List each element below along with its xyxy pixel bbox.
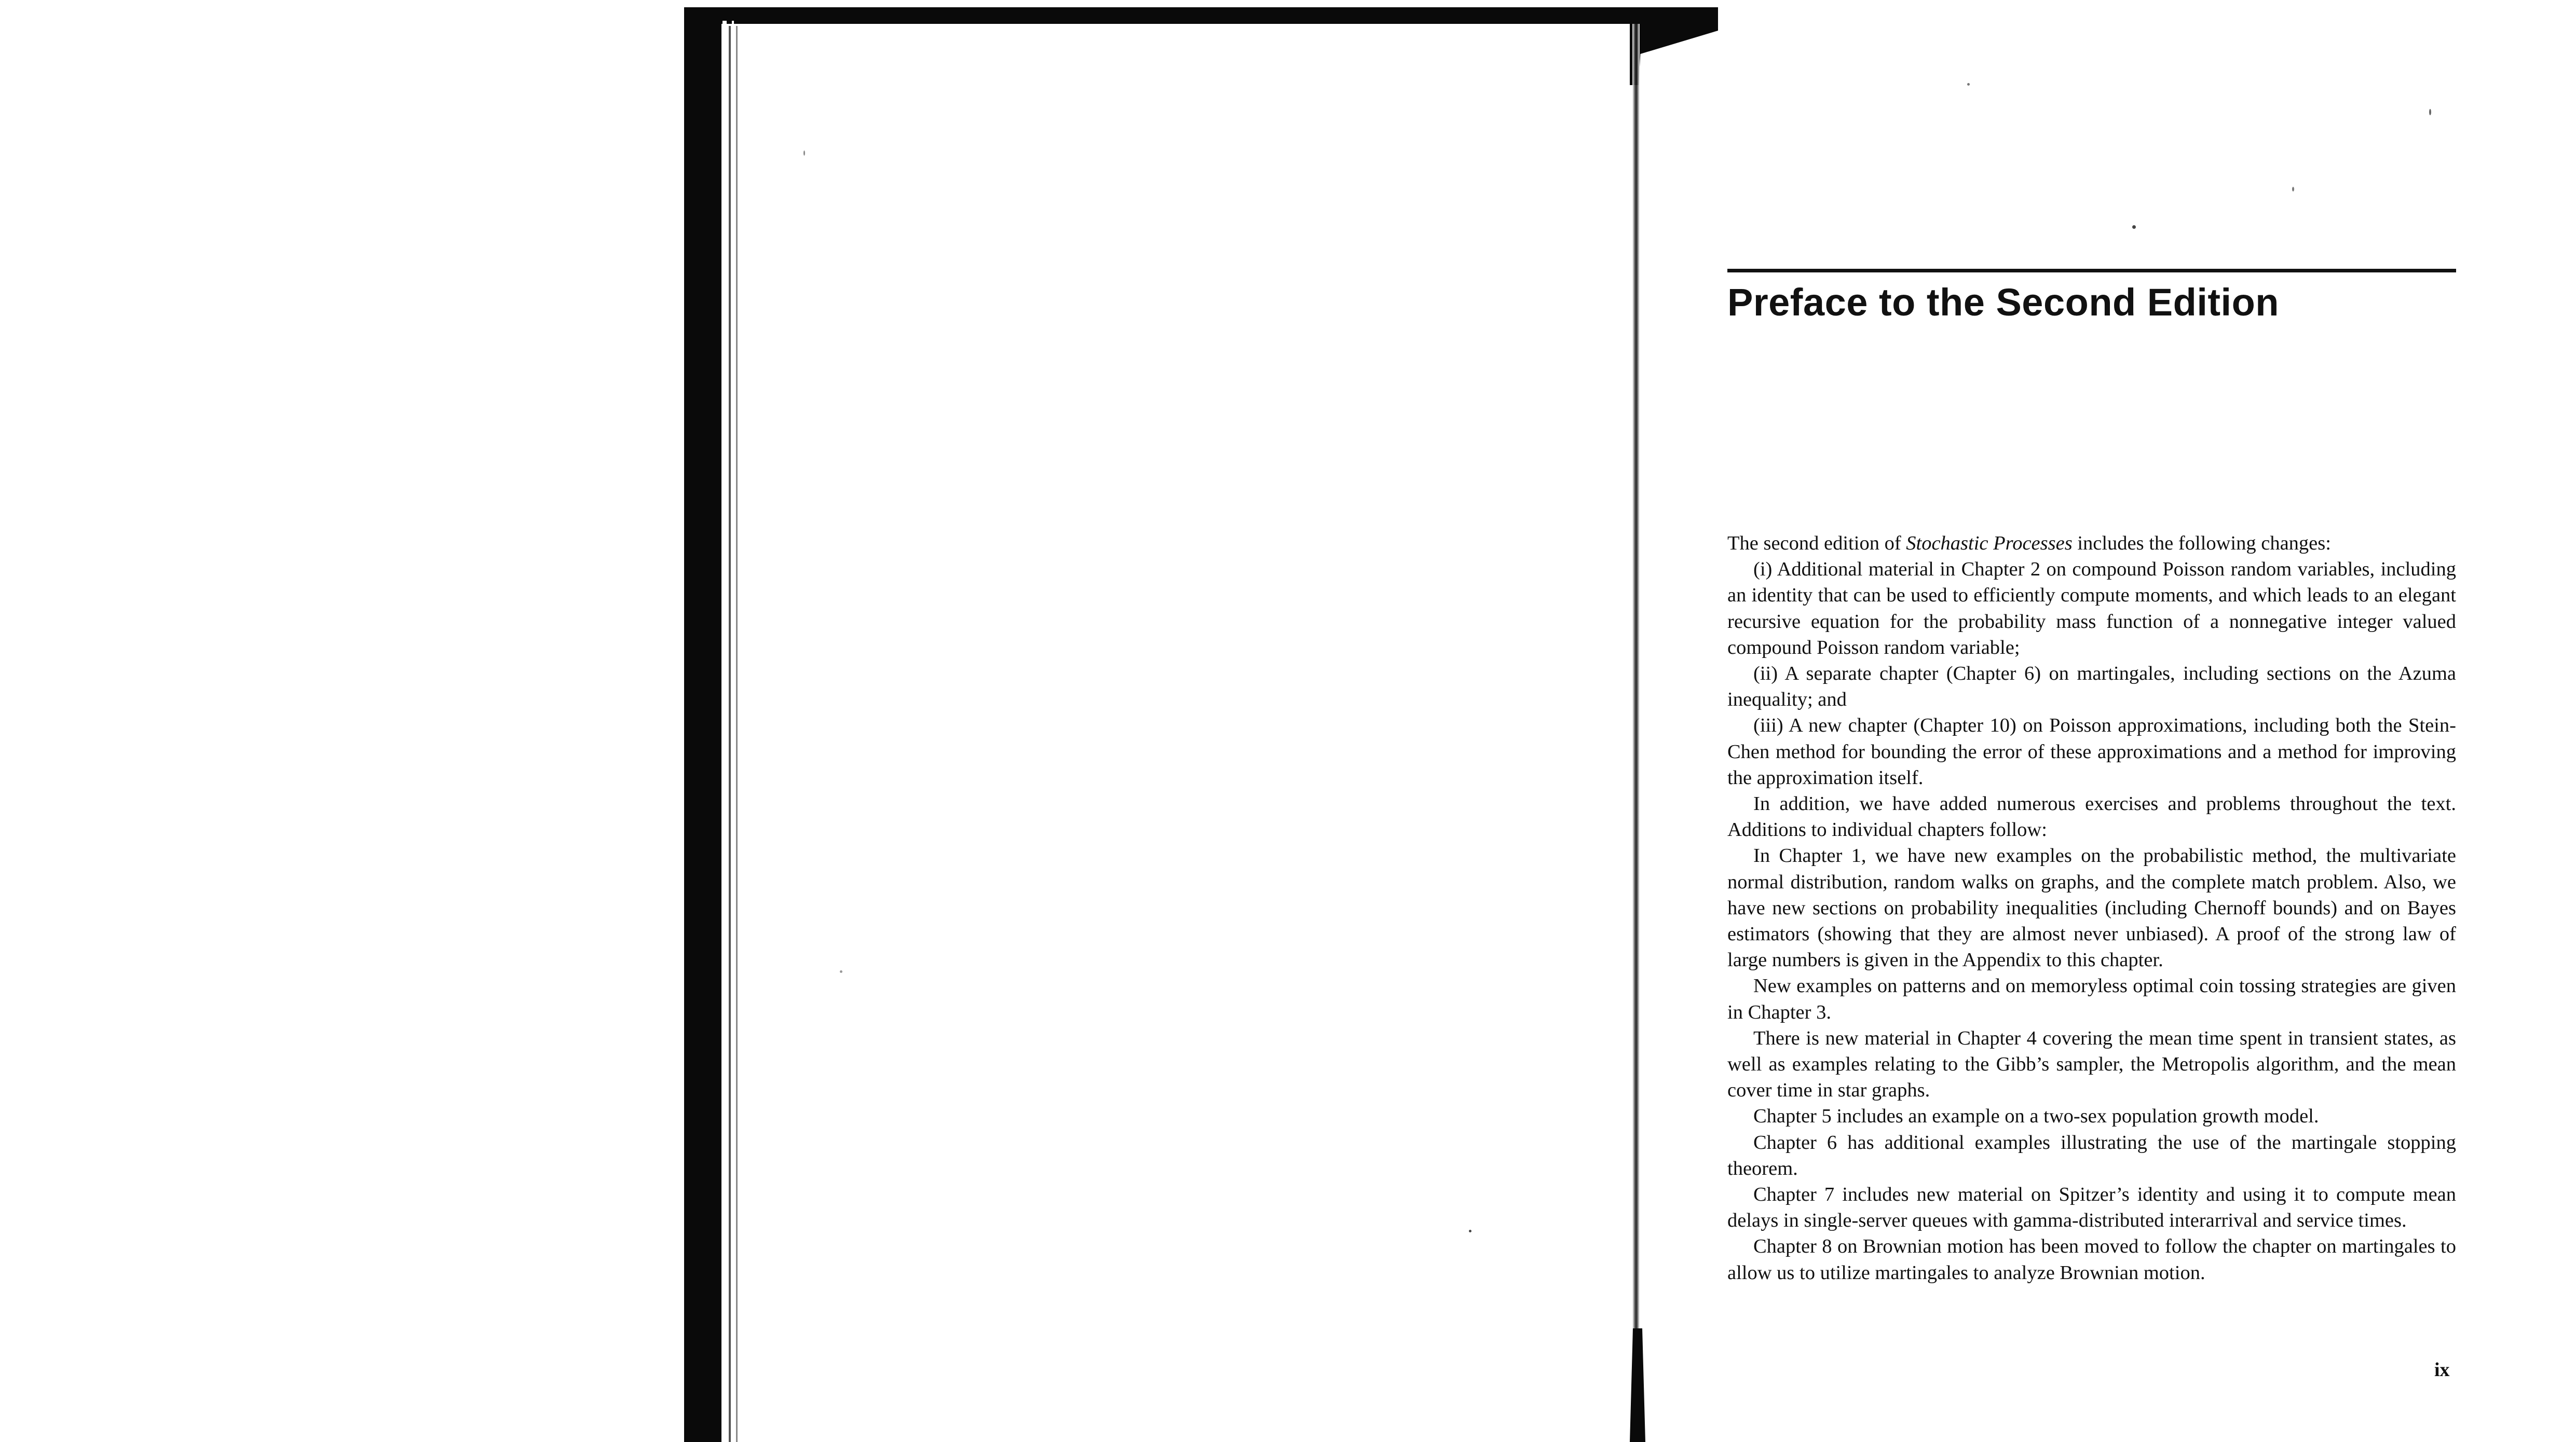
paragraph: Chapter 5 includes an example on a two-sex population growth model.: [1753, 1105, 2319, 1128]
scan-speck: [803, 150, 805, 156]
gutter-top-shadow: [1630, 7, 1718, 85]
paragraph: (ii) A separate chapter (Chapter 6) on martingales, including sections on the Azuma inequality; and: [1727, 663, 2456, 711]
scan-edge-stripe: [723, 21, 727, 1442]
scan-speck: [1967, 83, 1970, 86]
scan-speck: [1469, 1230, 1471, 1232]
paragraph: Chapter 6 has additional examples illustrating the use of the martingale stopping theorem.: [1727, 1131, 2456, 1179]
paragraph: In Chapter 1, we have new examples on the probabilistic method, the multivariate normal distribution, random walks on graphs, and the complete match problem. Also, we have new sections on probability inequalities (including Chernoff bounds) and on Bayes estimators (showing that they are almost never unbiased). A proof of the strong law of large numbers is given in the Appendix to this chapter.: [1727, 845, 2456, 971]
paragraph: (iii) A new chapter (Chapter 10) on Poisson approximations, including both the Stein-Chen method for bounding the error of these approximations and a method for improving the approximation itself.: [1727, 715, 2456, 789]
scan-speck: [840, 970, 842, 973]
paragraph: In addition, we have added numerous exercises and problems throughout the text. Additions to individual chapters follow:: [1727, 793, 2456, 841]
scan-speck: [2132, 225, 2136, 229]
scan-speck: [2292, 187, 2294, 191]
scan-speck: [2429, 109, 2431, 115]
blank-left-page: [742, 24, 1635, 1442]
paragraph: (i) Additional material in Chapter 2 on compound Poisson random variables, including an identity that can be used to efficiently compute moments, and which leads to an elegant recursive equation for the probability mass function of a nonnegative integer valued compound Poisson random variable;: [1727, 558, 2456, 658]
scan-edge-line: [729, 26, 731, 1442]
scan-edge-stripe: [732, 21, 734, 1442]
title-rule: [1727, 269, 2456, 272]
paragraph: There is new material in Chapter 4 covering the mean time spent in transient states, as well as examples relating to the Gibb’s sampler, the Metropolis algorithm, and the mean cover time in star graphs.: [1727, 1027, 2456, 1102]
scan-edge-line: [736, 26, 738, 1442]
chapter-title: Preface to the Second Edition: [1727, 281, 2280, 324]
book-gutter: [1632, 24, 1640, 1442]
scan-left-edge: [684, 9, 721, 1442]
preface-body: [1727, 530, 2456, 1286]
paragraph: The second edition of Stochastic Processes includes the following changes:: [1727, 532, 2331, 554]
paragraph: Chapter 7 includes new material on Spitzer’s identity and using it to compute mean delays in single-server queues with gamma-distributed interarrival and service times.: [1727, 1184, 2456, 1232]
paragraph: Chapter 8 on Brownian motion has been moved to follow the chapter on martingales to allow us to utilize martingales to analyze Brownian motion.: [1727, 1235, 2456, 1284]
scan-top-edge: [684, 7, 1717, 24]
paragraph: New examples on patterns and on memoryless optimal coin tossing strategies are given in Chapter 3.: [1727, 975, 2456, 1023]
page-number: ix: [2434, 1359, 2450, 1381]
